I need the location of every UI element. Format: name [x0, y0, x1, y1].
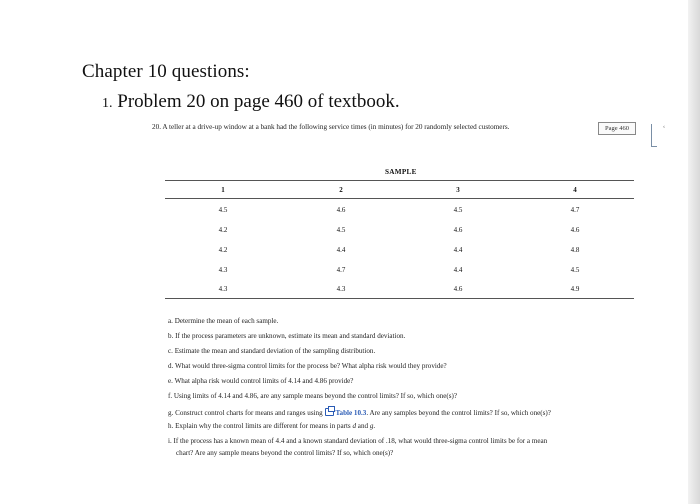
- table-cell: 4.5: [570, 266, 580, 274]
- table-cell: 4.8: [570, 246, 580, 254]
- table-cell: 4.3: [218, 285, 228, 293]
- question-g: [168, 408, 551, 417]
- question-i-line1: i. If the process has a known mean of 4.4 and a known standard deviation of .18, what would three-sigma control limits be for a mean: [168, 437, 548, 445]
- table-cell: 4.4: [453, 246, 463, 254]
- question-h-and: and: [357, 422, 369, 430]
- table-cell: 4.6: [453, 285, 463, 293]
- question-h-text: h. Explain why the control limits are different for means in parts: [168, 422, 351, 430]
- table-cell: 4.5: [336, 226, 346, 234]
- problem-text: Problem 20 on page 460 of textbook.: [117, 91, 400, 112]
- table-header-rule: [165, 198, 634, 199]
- table-cell: 4.3: [336, 285, 346, 293]
- problem-statement: 20. A teller at a drive-up window at a bank had the following service times (in minutes) for 20 randomly selected customers.: [152, 123, 510, 131]
- chapter-title: Chapter 10 questions:: [82, 61, 250, 82]
- question-g-text: g. Construct control charts for means and ranges using: [168, 409, 323, 417]
- table-cell: 4.2: [218, 246, 228, 254]
- page-badge[interactable]: Page 460: [598, 122, 636, 135]
- table-cell: 4.9: [570, 285, 580, 293]
- problem-line: [102, 91, 400, 113]
- table-header: 1: [221, 186, 225, 194]
- margin-bracket-icon: [651, 124, 657, 147]
- external-link-icon[interactable]: [325, 408, 334, 416]
- table-cell: 4.2: [218, 226, 228, 234]
- table-link[interactable]: Table 10.3: [335, 409, 367, 417]
- question-g-rest: . Are any samples beyond the control limits? If so, which one(s)?: [366, 409, 551, 417]
- table-cell: 4.4: [336, 246, 346, 254]
- question-h: [168, 423, 375, 430]
- margin-mark-icon: ‹: [663, 124, 665, 130]
- table-cell: 4.7: [336, 266, 346, 274]
- question-e: e. What alpha risk would control limits of 4.14 and 4.86 provide?: [168, 377, 354, 385]
- table-bottom-rule: [165, 298, 634, 299]
- table-cell: 4.4: [453, 266, 463, 274]
- table-cell: 4.6: [336, 206, 346, 214]
- table-header: 3: [456, 186, 460, 194]
- question-d: d. What would three-sigma control limits for the process be? What alpha risk would they provide?: [168, 362, 447, 370]
- question-f: f. Using limits of 4.14 and 4.86, are any sample means beyond the control limits? If so, which one(s)?: [168, 392, 458, 400]
- question-h-end: .: [373, 422, 376, 430]
- table-header: 2: [339, 186, 343, 194]
- table-top-rule: [165, 180, 634, 181]
- table-cell: 4.5: [453, 206, 463, 214]
- table-header: 4: [573, 186, 577, 194]
- table-cell: 4.6: [570, 226, 580, 234]
- question-h-part-g: g: [369, 422, 374, 430]
- table-cell: 4.6: [453, 226, 463, 234]
- table-title: SAMPLE: [385, 168, 417, 176]
- scrollbar-track[interactable]: [688, 0, 700, 504]
- question-i-line2: chart? Are any sample means beyond the control limits? If so, which one(s)?: [176, 449, 394, 457]
- table-cell: 4.7: [570, 206, 580, 214]
- table-cell: 4.3: [218, 266, 228, 274]
- question-h-part-d: d: [352, 422, 357, 430]
- problem-number: 1.: [102, 96, 113, 111]
- question-a: a. Determine the mean of each sample.: [168, 317, 279, 325]
- question-c: c. Estimate the mean and standard deviation of the sampling distribution.: [168, 347, 376, 355]
- table-cell: 4.5: [218, 206, 228, 214]
- question-b: b. If the process parameters are unknown, estimate its mean and standard deviation.: [168, 332, 406, 340]
